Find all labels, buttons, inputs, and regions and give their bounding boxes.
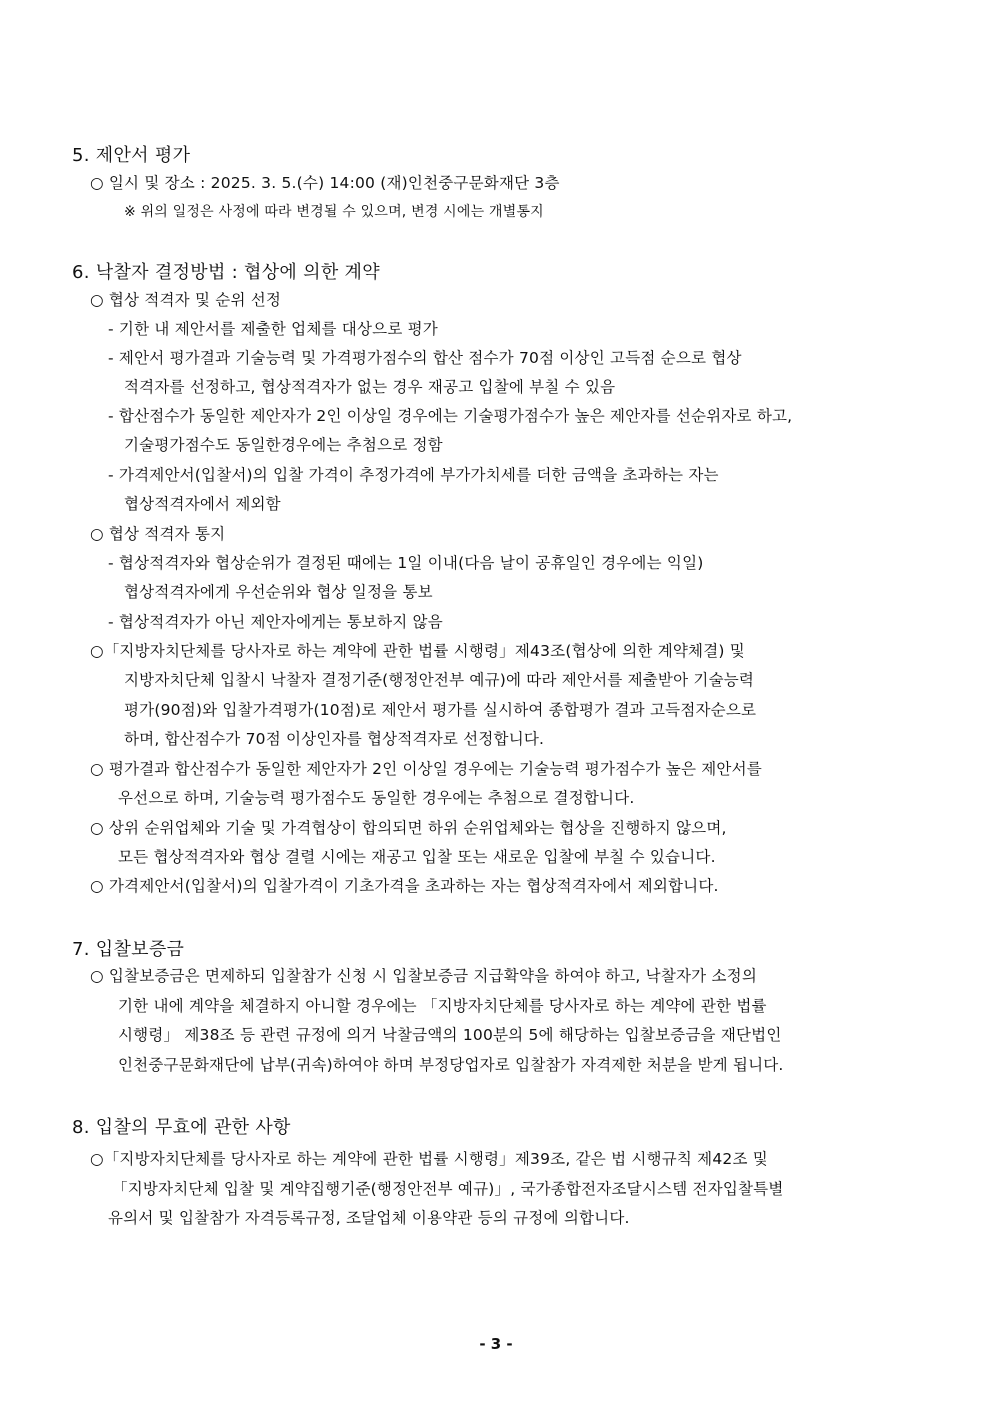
section-6-line-3: - 제안서 평가결과 기술능력 및 가격평가점수의 합산 점수가 70점 이상인 고득점 순으로 협상 [108, 349, 742, 367]
section-6-line-8: 협상적격자에서 제외함 [124, 495, 281, 513]
section-5-note: ※ 위의 일정은 사정에 따라 변경될 수 있으며, 변경 시에는 개별통지 [124, 204, 544, 220]
section-6-line-7: - 가격제안서(입찰서)의 입찰 가격이 추정가격에 부가가치세를 더한 금액을 초과하는 자는 [108, 466, 719, 484]
section-6-line-21: ○ 가격제안서(입찰서)의 입찰가격이 기초가격을 초과하는 자는 협상적격자에서 제외합니다. [90, 877, 719, 895]
section-8-line-2: 「지방자치단체 입찰 및 계약집행기준(행정안전부 예규)」, 국가종합전자조달시스템 전자입찰특별 [112, 1180, 784, 1198]
section-title-7: 7. 입찰보증금 [72, 939, 185, 960]
section-6-line-10: - 협상적격자와 협상순위가 결정된 때에는 1일 이내(다음 날이 공휴일인 경우에는 익일) [108, 554, 704, 572]
section-6-line-20: 모든 협상적격자와 협상 결렬 시에는 재공고 입찰 또는 새로운 입찰에 부칠 수 있습니다. [118, 848, 716, 866]
section-6-line-15: 평가(90점)와 입찰가격평가(10점)로 제안서 평가를 실시하여 종합평가 결과 고득점자순으로 [124, 701, 757, 719]
section-6-line-2: - 기한 내 제안서를 제출한 업체를 대상으로 평가 [108, 320, 438, 338]
page-number: - 3 - [479, 1335, 513, 1353]
section-6-line-12: - 협상적격자가 아닌 제안자에게는 통보하지 않음 [108, 613, 443, 631]
section-6-line-11: 협상적격자에게 우선순위와 협상 일정을 통보 [124, 583, 433, 601]
section-title-5: 5. 제안서 평가 [72, 145, 191, 166]
section-6-line-19: ○ 상위 순위업체와 기술 및 가격협상이 합의되면 하위 순위업체와는 협상을 진행하지 않으며, [90, 819, 727, 837]
section-7-line-2: 기한 내에 계약을 체결하지 아니할 경우에는 「지방자치단체를 당사자로 하는 계약에 관한 법률 [118, 997, 767, 1015]
section-6-line-14: 지방자치단체 입찰시 낙찰자 결정기준(행정안전부 예규)에 따라 제안서를 제출받아 기술능력 [124, 671, 755, 689]
section-6-line-13: ○「지방자치단체를 당사자로 하는 계약에 관한 법률 시행령」제43조(협상에 의한 계약체결) 및 [90, 642, 745, 660]
section-8-line-1: ○「지방자치단체를 당사자로 하는 계약에 관한 법률 시행령」제39조, 같은 법 시행규칙 제42조 및 [90, 1150, 768, 1168]
section-8-line-3: 유의서 및 입찰참가 자격등록규정, 조달업체 이용약관 등의 규정에 의합니다. [108, 1209, 630, 1227]
section-5-line-1: ○ 일시 및 장소 : 2025. 3. 5.(수) 14:00 (재)인천중구문화재단 3층 [90, 174, 560, 192]
section-6-line-18: 우선으로 하며, 기술능력 평가점수도 동일한 경우에는 추첨으로 결정합니다. [118, 789, 635, 807]
section-6-line-1: ○ 협상 적격자 및 순위 선정 [90, 291, 282, 309]
section-7-line-1: ○ 입찰보증금은 면제하되 입찰참가 신청 시 입찰보증금 지급확약을 하여야 하고, 낙찰자가 소정의 [90, 967, 757, 985]
section-7-line-3: 시행령」 제38조 등 관련 규정에 의거 낙찰금액의 100분의 5에 해당하는 입찰보증금을 재단법인 [118, 1026, 782, 1044]
section-6-line-16: 하며, 합산점수가 70점 이상인자를 협상적격자로 선정합니다. [124, 730, 545, 748]
section-6-line-17: ○ 평가결과 합산점수가 동일한 제안자가 2인 이상일 경우에는 기술능력 평가점수가 높은 제안서를 [90, 760, 762, 778]
section-6-line-4: 적격자를 선정하고, 협상적격자가 없는 경우 재공고 입찰에 부칠 수 있음 [124, 378, 616, 396]
section-7-line-4: 인천중구문화재단에 납부(귀속)하여야 하며 부정당업자로 입찰참가 자격제한 처분을 받게 됩니다. [118, 1056, 784, 1074]
section-6-line-6: 기술평가점수도 동일한경우에는 추첨으로 정함 [124, 436, 443, 454]
section-6-line-9: ○ 협상 적격자 통지 [90, 525, 226, 543]
section-title-8: 8. 입찰의 무효에 관한 사항 [72, 1117, 291, 1138]
section-6-line-5: - 합산점수가 동일한 제안자가 2인 이상일 경우에는 기술평가점수가 높은 제안자를 선순위자로 하고, [108, 407, 793, 425]
section-title-6: 6. 낙찰자 결정방법 : 협상에 의한 계약 [72, 262, 380, 283]
